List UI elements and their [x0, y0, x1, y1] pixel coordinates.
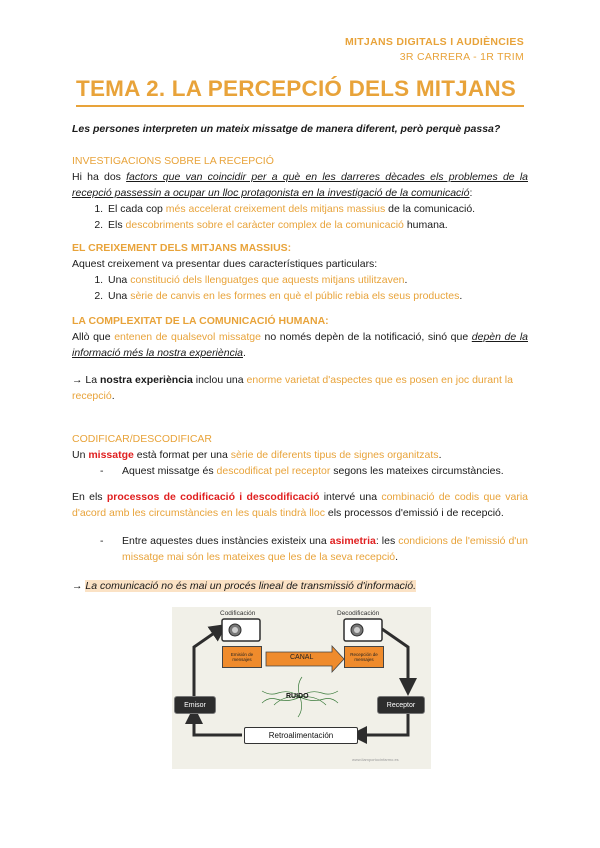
section-human-communication	[72, 313, 528, 361]
page-title: TEMA 2. LA PERCEPCIÓ DELS MITJANS	[76, 76, 516, 101]
characteristics-list	[72, 272, 528, 304]
factors-list	[72, 201, 528, 233]
list-item: 1. El cada cop més accelerat creixement dels mitjans massius de la comunicació.	[106, 201, 528, 217]
paragraph: Aquest creixement va presentar dues característiques particulars:	[72, 258, 378, 270]
course-term: 3R CARRERA - 1R TRIM	[399, 51, 524, 63]
section-reception-research	[72, 153, 528, 233]
section-heading: INVESTIGACIONS SOBRE LA RECEPCIÓ	[72, 155, 274, 167]
emission-box: Emisión de mensajes	[222, 646, 262, 668]
section-heading: CODIFICAR/DESCODIFICAR	[72, 433, 213, 445]
diagram-connectors	[172, 607, 431, 769]
paragraph: Allò que entenen de qualsevol missatge no només depèn de la notificació, sinó que depèn de la informació més la nostra experiència.	[72, 331, 528, 359]
receiver-box: Receptor	[377, 696, 425, 714]
list-item: 2. Els descobriments sobre el caràcter complex de la comunicació humana.	[106, 217, 528, 233]
paragraph: Un missatge està format per una sèrie de diferents tipus de signes organitzats.	[72, 449, 442, 461]
dash-list	[72, 463, 528, 479]
label-codificacion: Codificación	[220, 610, 256, 617]
section-mass-media-growth	[72, 240, 528, 304]
label-decodificacion: Decodificación	[337, 610, 380, 617]
paragraph: Hi ha dos factors que van coincidir per a què en les darreres dècades els problemes de la recepció passessin a ocupar un lloc protagonista en la investigació de la comunicació:	[72, 171, 528, 199]
final-conclusion: → La comunicació no és mai un procés lineal de transmissió d'informació.	[72, 580, 417, 592]
asymmetry-note	[72, 533, 528, 565]
communication-diagram	[172, 607, 431, 769]
label-canal: CANAL	[290, 654, 314, 661]
title-divider	[76, 105, 524, 107]
dash-list	[72, 533, 528, 565]
list-item: 2. Una sèrie de canvis en les formes en què el públic rebia els seus productes.	[106, 288, 528, 304]
intro-question: Les persones interpreten un mateix missatge de manera diferent, però perquè passa?	[72, 123, 501, 135]
section-heading: EL CREIXEMENT DELS MITJANS MASSIUS:	[72, 242, 292, 254]
list-item: - Aquest missatge és descodificat pel receptor segons les mateixes circumstàncies.	[108, 463, 528, 479]
experience-note: → La nostra experiència inclou una enorme varietat d'aspectes que es posen en joc durant la recepció.	[72, 374, 513, 402]
section-heading: LA COMPLEXITAT DE LA COMUNICACIÓ HUMANA:	[72, 315, 329, 327]
course-title: MITJANS DIGITALS I AUDIÈNCIES	[344, 36, 524, 48]
paragraph-codification: En els processos de codificació i descodificació intervé una combinació de codis que varia d'acord amb les circumstàncies en les quals tindrà lloc els processos d'emissió i de recepció.	[72, 491, 529, 519]
reception-box: Recepción de mensajes	[344, 646, 384, 668]
list-item: - Entre aquestes dues instàncies existeix una asimetria: les condicions de l'emissió d'un missatge mai són les mateixes que les de la seva recepció.	[108, 533, 528, 565]
list-item: 1. Una constitució dels llenguatges que aquests mitjans utilitzaven.	[106, 272, 528, 288]
section-encode-decode	[72, 431, 528, 479]
emitter-box: Emisor	[174, 696, 216, 714]
image-credit: www.ilamportocinfarmo.es	[352, 757, 399, 762]
feedback-box: Retroalimentación	[244, 727, 358, 744]
label-ruido: RUIDO	[286, 693, 309, 700]
